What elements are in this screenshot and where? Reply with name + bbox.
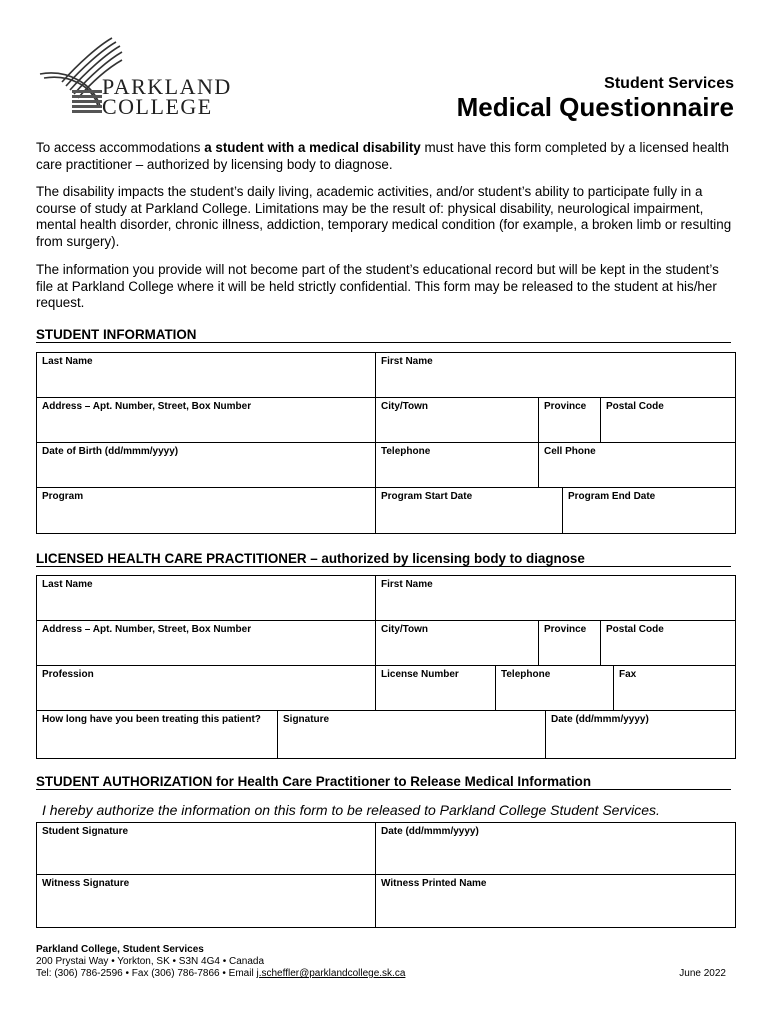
footer-email-link[interactable]: j.scheffler@parklandcollege.sk.ca: [256, 968, 406, 979]
student-telephone-field[interactable]: Telephone: [376, 443, 539, 488]
practitioner-last-name-field[interactable]: Last Name: [37, 576, 376, 621]
practitioner-grid: [36, 575, 736, 759]
student-first-name-field[interactable]: First Name: [376, 353, 735, 398]
authorization-date-field[interactable]: Date (dd/mmm/yyyy): [376, 823, 735, 875]
intro-paragraph-3: The information you provide will not become part of the student’s educational record but will be kept in the student’s file at Parkland College where it will be held strictly confidential. This form may be released to the student at his/her request.: [36, 262, 719, 310]
intro-paragraph-2: The disability impacts the student’s daily living, academic activities, and/or student’s ability to participate fully in a course of study at Parkland College. Limitations may be the result of: physical disability, neurological impairment, mental health disorder, chronic illness, addiction, temporary medical condition (for example, a broken limb or resulting from surgery).: [36, 184, 732, 249]
footer-contact-line: [36, 968, 405, 980]
section-heading-practitioner: LICENSED HEALTH CARE PRACTITIONER – authorized by licensing body to diagnose: [36, 551, 731, 567]
practitioner-telephone-field[interactable]: Telephone: [496, 666, 614, 711]
student-program-field[interactable]: Program: [37, 488, 376, 533]
student-postal-code-field[interactable]: Postal Code: [601, 398, 735, 443]
logo-text-college: COLLEGE: [102, 94, 213, 119]
page-title: Medical Questionnaire: [456, 92, 734, 122]
practitioner-license-number-field[interactable]: License Number: [376, 666, 496, 711]
footer-org-name: Parkland College, Student Services: [36, 944, 204, 955]
authorization-statement: I hereby authorize the information on this form to be released to Parkland College Student Services.: [42, 802, 660, 818]
program-end-date-field[interactable]: Program End Date: [568, 491, 656, 502]
witness-signature-field[interactable]: Witness Signature: [37, 875, 376, 927]
footer-address: 200 Prystai Way • Yorkton, SK • S3N 4G4 • Canada: [36, 956, 265, 967]
intro-paragraph-1: To access accommodations a student with a medical disability must have this form completed by a licensed health care practitioner – authorized by licensing body to diagnose.: [36, 140, 729, 172]
department-label: Student Services: [604, 75, 734, 92]
logo-text-parkland: PARKLAND: [102, 74, 232, 99]
practitioner-address-field[interactable]: Address – Apt. Number, Street, Box Number: [37, 621, 376, 666]
footer-contact: [36, 944, 405, 980]
student-province-field[interactable]: Province: [539, 398, 601, 443]
student-signature-field[interactable]: Student Signature: [37, 823, 376, 875]
student-cell-phone-field[interactable]: Cell Phone: [539, 443, 735, 488]
section-heading-student-info: STUDENT INFORMATION: [36, 327, 731, 343]
practitioner-profession-field[interactable]: Profession: [37, 666, 376, 711]
practitioner-postal-code-field[interactable]: Postal Code: [601, 621, 735, 666]
practitioner-province-field[interactable]: Province: [539, 621, 601, 666]
practitioner-city-field[interactable]: City/Town: [376, 621, 539, 666]
practitioner-signature-field[interactable]: Signature: [278, 711, 546, 758]
program-start-date-field[interactable]: Program Start Date: [376, 488, 563, 533]
student-last-name-field[interactable]: Last Name: [37, 353, 376, 398]
student-city-field[interactable]: City/Town: [376, 398, 539, 443]
witness-printed-name-field[interactable]: Witness Printed Name: [381, 878, 487, 889]
practitioner-first-name-field[interactable]: First Name: [376, 576, 735, 621]
footer-phone-fax: Tel: (306) 786-2596 • Fax (306) 786-7866 • Email: [36, 968, 257, 979]
practitioner-fax-field[interactable]: Fax: [614, 666, 735, 711]
revision-date: June 2022: [679, 968, 726, 979]
authorization-grid: [36, 822, 736, 928]
section-heading-authorization: STUDENT AUTHORIZATION for Health Care Practitioner to Release Medical Information: [36, 774, 731, 790]
student-address-field[interactable]: Address – Apt. Number, Street, Box Number: [37, 398, 376, 443]
student-info-grid: [36, 352, 736, 534]
treatment-duration-field[interactable]: How long have you been treating this patient?: [37, 711, 278, 758]
practitioner-date-field[interactable]: Date (dd/mmm/yyyy): [551, 714, 649, 725]
student-dob-field[interactable]: Date of Birth (dd/mmm/yyyy): [37, 443, 376, 488]
